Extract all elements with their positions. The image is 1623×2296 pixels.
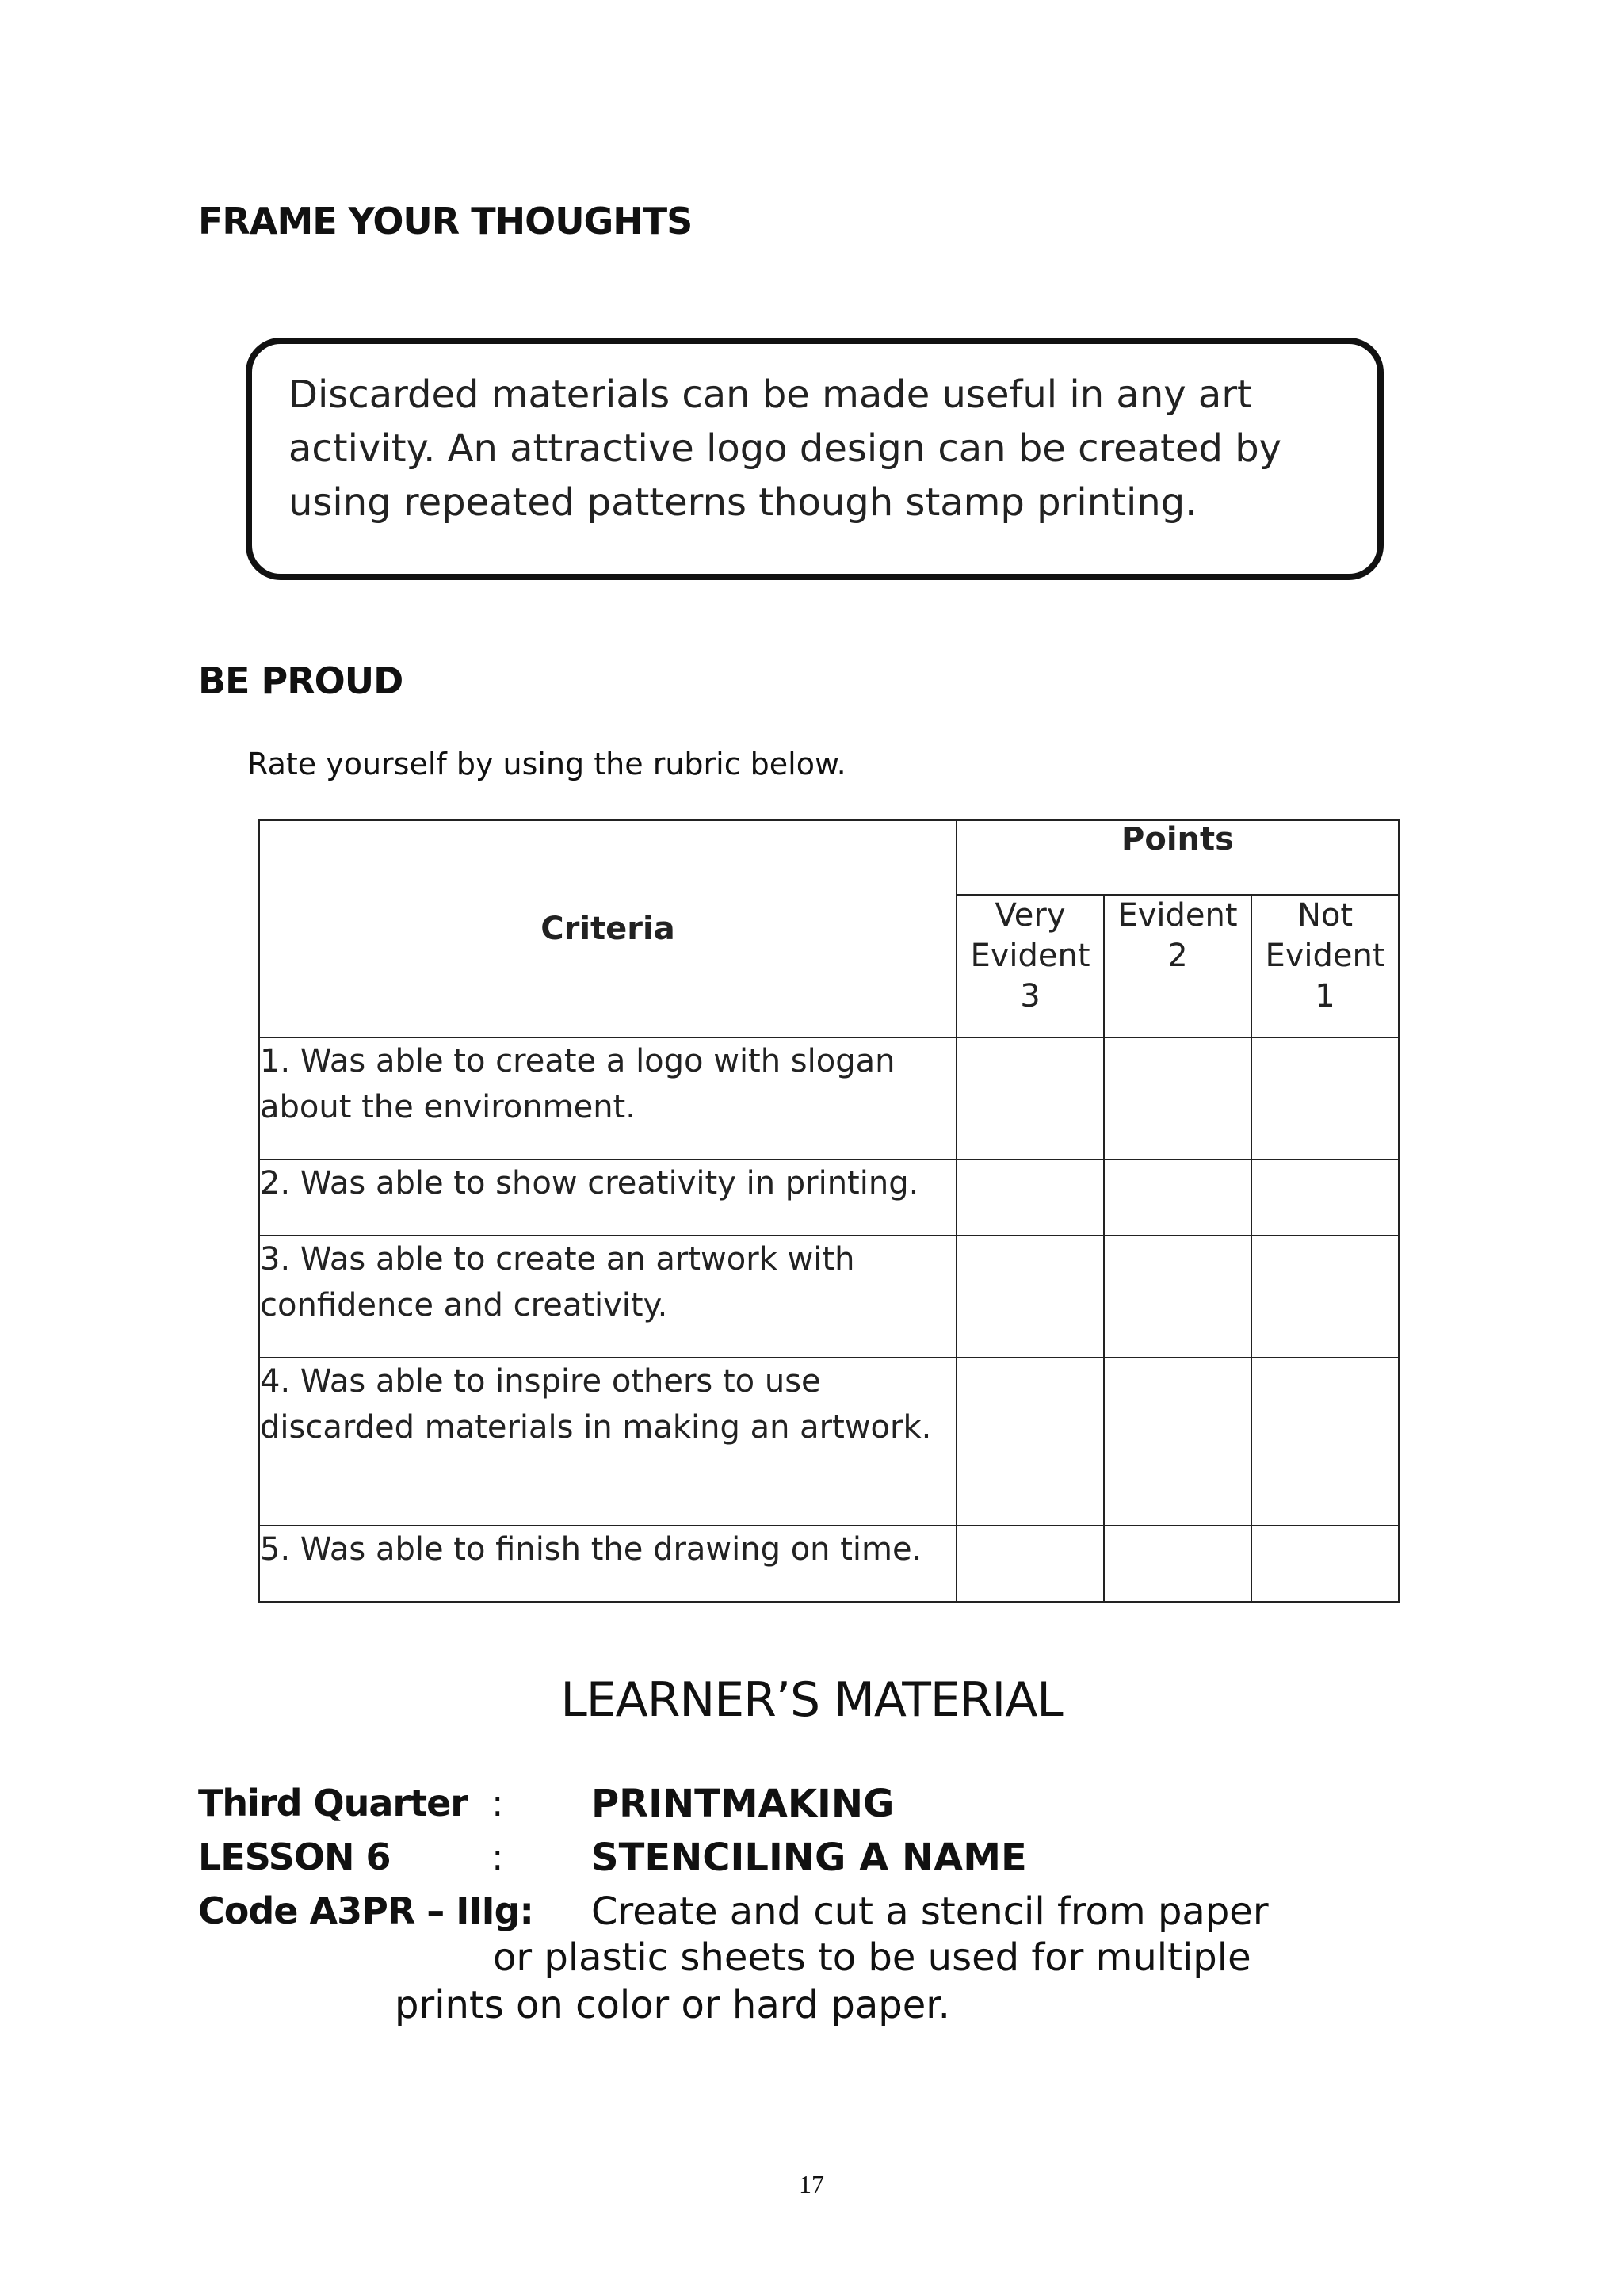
level-header-very-evident: Very Evident 3 xyxy=(957,895,1104,1037)
points-header: Points xyxy=(957,820,1399,895)
code-label: Code A3PR – IIIg: xyxy=(198,1889,533,1932)
criterion-cell: 1. Was able to create a logo with slogan about the environment. xyxy=(259,1037,957,1159)
callout-line: Discarded materials can be made useful in any art xyxy=(288,372,1252,417)
rating-cell[interactable] xyxy=(957,1526,1104,1602)
rubric-table xyxy=(258,819,1400,1603)
learners-material-title: LEARNER’S MATERIAL xyxy=(560,1672,1063,1728)
code-description-line: prints on color or hard paper. xyxy=(395,1983,950,2027)
rating-cell[interactable] xyxy=(1104,1526,1251,1602)
quarter-colon: : xyxy=(491,1782,504,1824)
criterion-cell: 4. Was able to inspire others to use discarded materials in making an artwork. xyxy=(259,1358,957,1526)
rating-cell[interactable] xyxy=(1251,1236,1399,1358)
rating-cell[interactable] xyxy=(1104,1358,1251,1526)
frame-your-thoughts-heading: FRAME YOUR THOUGHTS xyxy=(198,200,693,243)
lesson-label: LESSON 6 xyxy=(198,1836,391,1878)
level-header-not-evident: Not Evident 1 xyxy=(1251,895,1399,1037)
rating-cell[interactable] xyxy=(1251,1526,1399,1602)
be-proud-heading: BE PROUD xyxy=(198,659,403,702)
rating-cell[interactable] xyxy=(957,1037,1104,1159)
level-header-evident: Evident 2 xyxy=(1104,895,1251,1037)
table-row xyxy=(259,1526,1399,1602)
rating-cell[interactable] xyxy=(1251,1159,1399,1236)
criteria-header: Criteria xyxy=(259,820,957,1037)
callout-line: activity. An attractive logo design can be created by xyxy=(288,426,1282,471)
table-row xyxy=(259,1037,1399,1159)
quarter-label: Third Quarter xyxy=(198,1782,468,1824)
rating-cell[interactable] xyxy=(1104,1159,1251,1236)
table-row xyxy=(259,1236,1399,1358)
table-row xyxy=(259,1358,1399,1526)
callout-line: using repeated patterns though stamp printing. xyxy=(288,480,1197,525)
rating-cell[interactable] xyxy=(1251,1037,1399,1159)
rating-cell[interactable] xyxy=(1104,1236,1251,1358)
quarter-value: PRINTMAKING xyxy=(591,1782,895,1826)
code-description-line: or plastic sheets to be used for multiple xyxy=(493,1935,1251,1980)
criterion-cell: 2. Was able to show creativity in printing. xyxy=(259,1159,957,1236)
criterion-cell: 3. Was able to create an artwork with confidence and creativity. xyxy=(259,1236,957,1358)
page-number: 17 xyxy=(799,2170,824,2199)
lesson-value: STENCILING A NAME xyxy=(591,1836,1027,1880)
rating-cell[interactable] xyxy=(957,1236,1104,1358)
rating-cell[interactable] xyxy=(957,1159,1104,1236)
code-description-line: Create and cut a stencil from paper xyxy=(591,1889,1269,1934)
criterion-cell: 5. Was able to finish the drawing on time. xyxy=(259,1526,957,1602)
lesson-colon: : xyxy=(491,1836,504,1878)
rating-cell[interactable] xyxy=(1104,1037,1251,1159)
frame-callout-box xyxy=(246,338,1384,580)
rating-cell[interactable] xyxy=(957,1358,1104,1526)
table-row xyxy=(259,1159,1399,1236)
rubric-instruction: Rate yourself by using the rubric below. xyxy=(247,747,846,781)
rating-cell[interactable] xyxy=(1251,1358,1399,1526)
